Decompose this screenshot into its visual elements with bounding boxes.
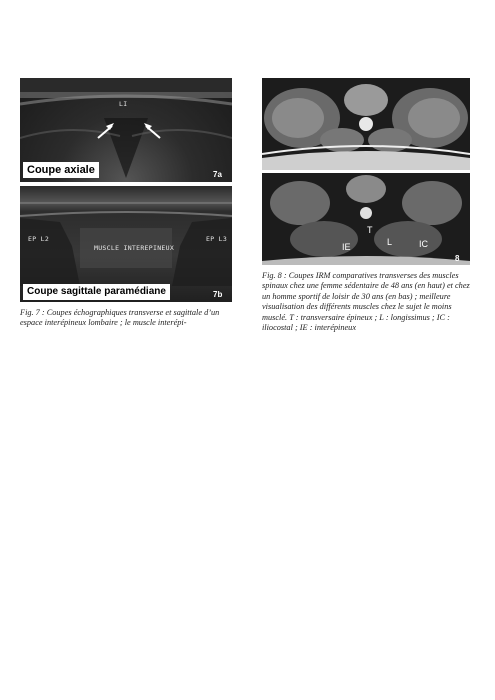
figure-number-8: 8 xyxy=(455,254,460,263)
mri-bottom-anatomy xyxy=(262,173,470,265)
ultrasound-marker-li: LI xyxy=(119,100,128,108)
mri-label-ic: IC xyxy=(419,239,428,249)
marker-muscle-interepineux: MUSCLE INTEREPINEUX xyxy=(94,244,175,252)
panel-label-axial: Coupe axiale xyxy=(23,162,99,178)
mri-top-anatomy xyxy=(262,78,470,170)
ultrasound-axial-image xyxy=(20,78,232,182)
mri-label-t: T xyxy=(367,225,373,235)
figure-7-caption: Fig. 7 : Coupes échographiques transverse et sagittale d’un espace interépineux lombaire ; le muscle interépi- xyxy=(20,308,220,328)
panel-number-7a: 7a xyxy=(213,170,222,179)
mri-label-ie: IE xyxy=(342,242,351,252)
panel-number-7b: 7b xyxy=(213,290,223,299)
mri-top-image xyxy=(262,78,470,170)
mri-bottom-image xyxy=(262,173,470,265)
marker-ep-l3: EP L3 xyxy=(206,235,228,243)
figure-8-caption: Fig. 8 : Coupes IRM comparatives transverses des muscles spinaux chez une femme sédentaire de 48 ans (en haut) et chez un homme sportif de loisir de 30 ans (en bas) ; meilleure visualisation des différents muscles chez le sujet le moins musclé. T : transversaire épineux ; L : longissimus ; IC : iliocostal ; IE : interépineux xyxy=(262,271,470,333)
mri-label-l: L xyxy=(387,237,393,247)
ultrasound-sagittal-image xyxy=(20,186,232,302)
panel-label-sagittal: Coupe sagittale paramédiane xyxy=(23,284,170,300)
marker-ep-l2: EP L2 xyxy=(28,235,50,243)
